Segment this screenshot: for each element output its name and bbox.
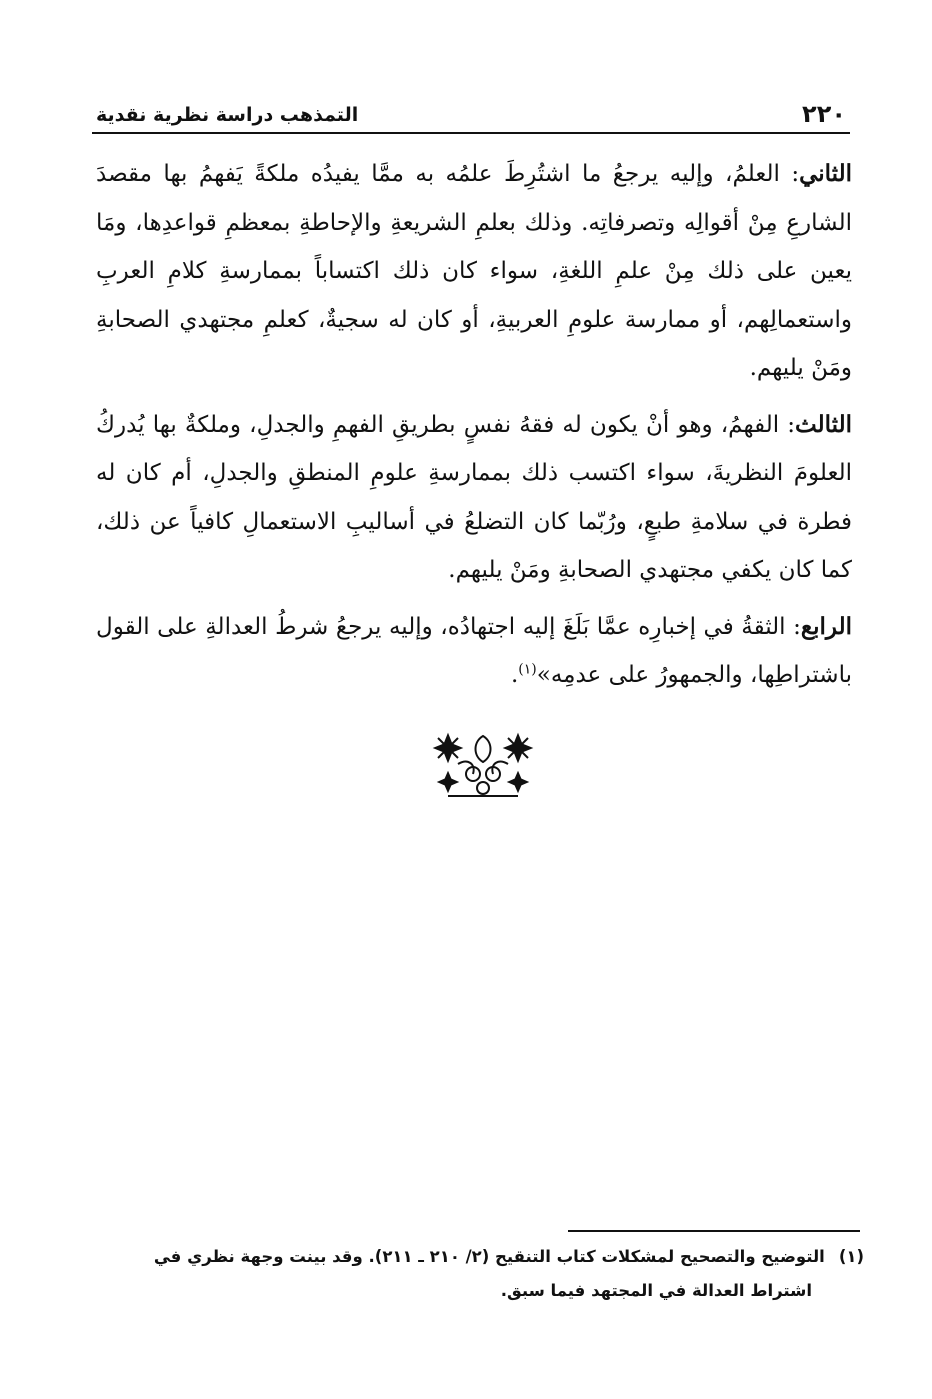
paragraph-fourth bbox=[96, 603, 852, 700]
paragraph-text: : الثقةُ في إخبارِه عمَّا بَلَغَ إليه اجتهادُه، وإليه يرجعُ شرطُ العدالةِ على القول باشتراطِها، والجمهورُ على عدمِه» bbox=[96, 613, 852, 688]
floral-ornament-icon bbox=[428, 728, 538, 800]
paragraph-second bbox=[96, 150, 852, 393]
footnote-text: اشتراط العدالة في المجتهد فيما سبق. bbox=[500, 1281, 812, 1300]
footnotes bbox=[96, 1240, 864, 1308]
footnote-line bbox=[96, 1240, 864, 1274]
footnote-text: التوضيح والتصحيح لمشكلات كتاب التنقيح (٢/ ٢١٠ ـ ٢١١). وقد بينت وجهة نظري في bbox=[153, 1247, 825, 1266]
paragraph-text: : العلمُ، وإليه يرجعُ ما اشتُرِطَ علمُه به ممَّا يفيدُه ملكةً يَفهمُ بها مقصدَ الشارعِ مِنْ أقوالِه وتصرفاتِه. وذلك بعلمِ الشريعةِ والإحاطةِ بمعظمِ قواعدِها، ومَا يعين على ذلك مِنْ علمِ اللغةِ، سواء كان ذلك اكتساباً بممارسةِ كلامِ العربِ واستعمالِهم، أو ممارسة علومِ العربيةِ، أو كان له سجيةٌ، كعلمِ مجتهدي الصحابةِ ومَنْ يليهم. bbox=[96, 161, 852, 381]
footnote-rule bbox=[568, 1230, 860, 1232]
footnote-line bbox=[96, 1274, 864, 1308]
term-label: الرابع bbox=[800, 612, 852, 640]
paragraph-end: . bbox=[510, 662, 519, 688]
footnote-reference[interactable]: (١) bbox=[518, 661, 537, 678]
main-text bbox=[96, 150, 852, 708]
term-label: الثاني bbox=[799, 160, 852, 187]
running-title: التمذهب دراسة نظرية نقدية bbox=[96, 104, 359, 126]
paragraph-third bbox=[96, 401, 852, 595]
page-header bbox=[92, 98, 850, 134]
term-label: الثالث bbox=[795, 410, 852, 438]
paragraph-text: : الفهمُ، وهو أنْ يكون له فقهُ نفسٍ بطريقِ الفهمِ والجدلِ، وملكةٌ بها يُدركُ العلومَ النظريةَ، سواء اكتسب ذلك بممارسةِ علومِ المنطقِ والجدلِ، أم كان له فطرة في سلامةِ طبعٍ، ورُبّما كان التضلعُ في أساليبِ الاستعمالِ كافياً عن ذلك، كما كان يكفي مجتهدي الصحابةِ ومَنْ يليهم. bbox=[96, 411, 852, 583]
header-rule bbox=[92, 132, 850, 134]
page-number: ٢٢٠ bbox=[802, 100, 846, 128]
footnote-marker: (١) bbox=[838, 1247, 864, 1266]
